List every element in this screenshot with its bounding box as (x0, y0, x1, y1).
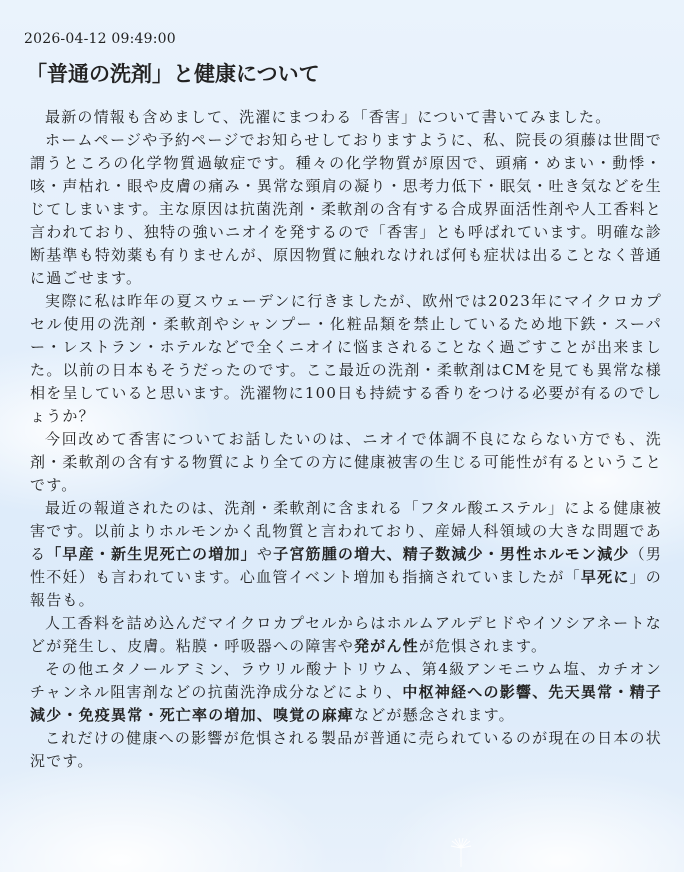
emphasized-text: 早死に (580, 568, 630, 586)
paragraph-text: 最近の報道されたのは、洗剤・柔軟剤に含まれる「フタル酸エステル」による健康被害です。以前よりホルモンかく乱物質と言われており、産婦人科領域の大きな問題である (30, 499, 662, 563)
paragraph-text: その他エタノールアミン、ラウリル酸ナトリウム、第4級アンモニウム塩、カチオンチャンネル阻害剤などの抗菌洗浄成分などにより、 (30, 660, 662, 701)
body-paragraph (30, 290, 662, 428)
paragraph-text: 今回改めて香害についてお話したいのは、ニオイで体調不良にならない方でも、洗剤・柔軟剤の含有する物質により全ての方に健康被害の生じる可能性が有るということです。 (30, 430, 662, 494)
body-paragraph (30, 658, 662, 727)
emphasized-text: 「早産・新生児死亡の増加」 (46, 545, 257, 563)
blog-post (24, 30, 664, 773)
body-paragraph (30, 129, 662, 290)
body-paragraph (30, 727, 662, 773)
post-date: 2026-04-12 09:49:00 (24, 31, 176, 47)
post-title: 「普通の洗剤」と健康について (26, 61, 320, 86)
paragraph-text: 最新の情報も含めまして、洗濯にまつわる「香害」について書いてみました。 (45, 108, 612, 126)
paragraph-text: が危惧されます。 (418, 637, 548, 655)
paragraph-text: などが懸念されます。 (354, 706, 515, 724)
emphasized-text: 中枢神経への影響、先天異常・精子減少・免疫異常・死亡率の増加、嗅覚の麻痺 (30, 683, 663, 724)
paragraph-text: （男性不妊）も言われています。心血管イベント増加も指摘されていましたが「 (30, 545, 663, 586)
dandelion-seed-icon (450, 838, 472, 868)
paragraph-text: ホームページや予約ページでお知らせしておりますように、私、院長の須藤は世間で謂うところの化学物質過敏症です。種々の化学物質が原因で、頭痛・めまい・動悸・咳・声枯れ・眼や皮膚の痛み・異常な頸肩の凝り・思考力低下・眠気・吐き気などを生じてしまいます。主な原因は抗菌洗剤・柔軟剤の含有する合成界面活性剤や人工香料と言われており、独特の強いニオイを発するので「香害」とも呼ばれています。明確な診断基準も特効薬も有りませんが、原因物質に触れなければ何も症状は出ることなく普通に過ごせます。 (30, 131, 662, 287)
body-paragraph (30, 428, 662, 497)
body-paragraph (30, 106, 662, 129)
paragraph-text: や (256, 545, 274, 563)
paragraph-text: 人工香料を詰め込んだマイクロカプセルからはホルムアルデヒドやイソシアネートなどが発生し、皮膚。粘膜・呼吸器への障害や (30, 614, 662, 655)
body-paragraph (30, 612, 662, 658)
paragraph-text: 実際に私は昨年の夏スウェーデンに行きましたが、欧州では2023年にマイクロカプセル使用の洗剤・柔軟剤やシャンプー・化粧品類を禁止しているため地下鉄・スーパー・レストラン・ホテルなどで全くニオイに悩まされることなく過ごすことが出来ました。以前の日本もそうだったのです。ここ最近の洗剤・柔軟剤はCMを見ても異常な様相を呈していると思います。洗濯物に100日も持続する香りをつける必要が有るのでしょうか？ (30, 292, 662, 425)
emphasized-text: 発がん性 (354, 637, 419, 655)
emphasized-text: 子宮筋腫の増大、精子数減少・男性ホルモン減少 (273, 545, 630, 563)
post-body (30, 106, 662, 773)
paragraph-text: これだけの健康への影響が危惧される製品が普通に売られているのが現在の日本の状況です。 (30, 729, 662, 770)
body-paragraph (30, 497, 662, 612)
paragraph-text: 」の報告も。 (30, 568, 662, 609)
